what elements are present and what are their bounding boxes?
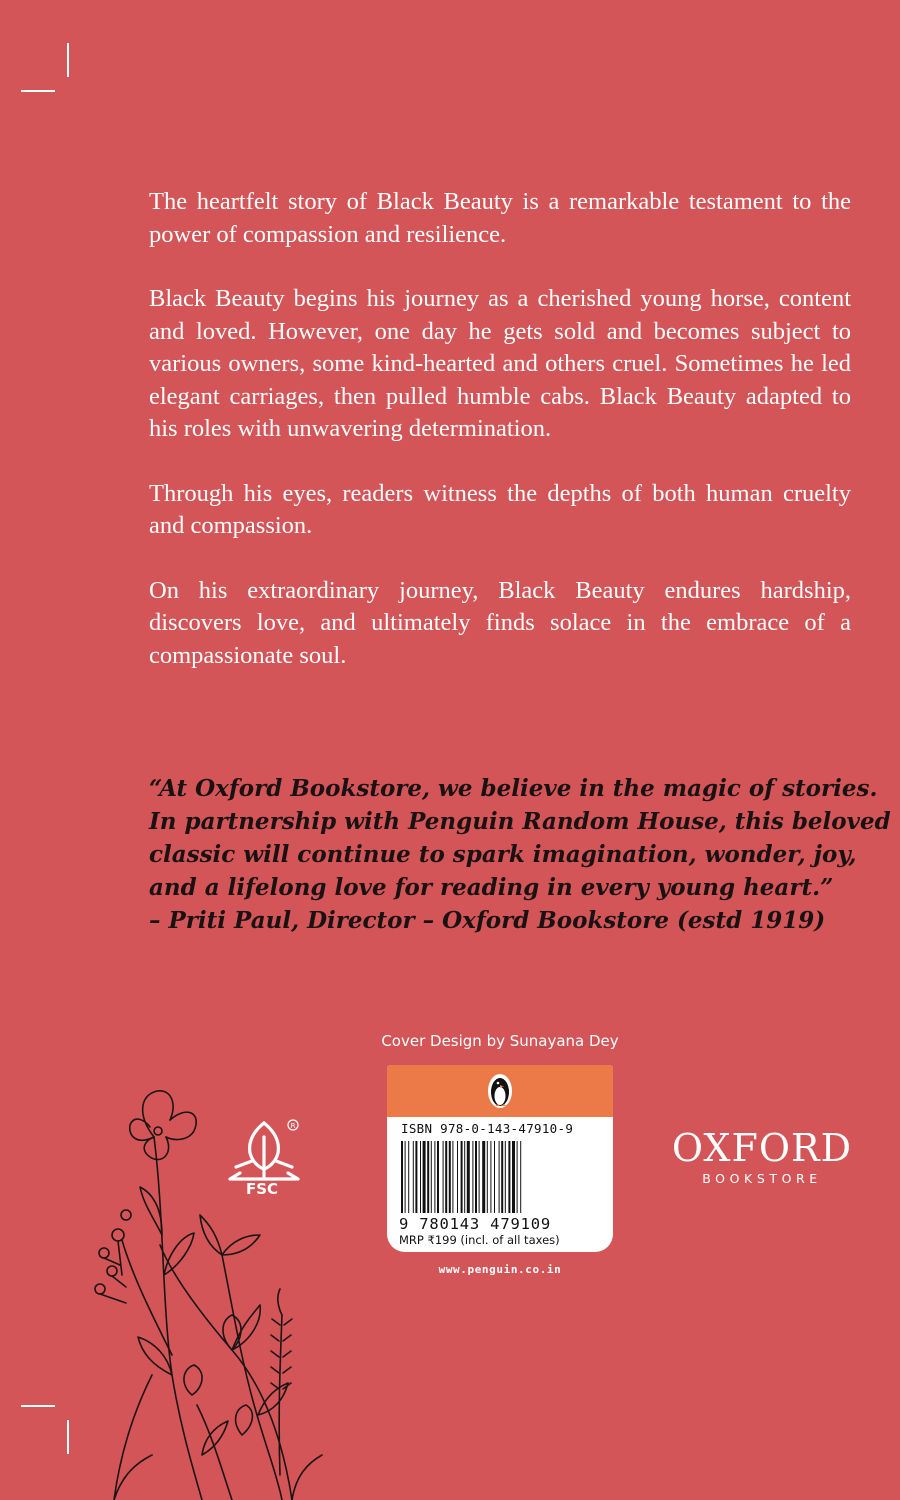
oxford-bookstore-logo bbox=[664, 1127, 860, 1186]
publisher-website: www.penguin.co.in bbox=[438, 1263, 562, 1276]
blurb-paragraph: The heartfelt story of Black Beauty is a remarkable testament to the power of compassion and resilience. bbox=[149, 188, 851, 248]
blurb-text bbox=[149, 186, 851, 704]
blurb-paragraph: Black Beauty begins his journey as a cherished young horse, content and loved. However, one day he gets sold and becomes subject to various owners, some kind-hearted and others cruel. Sometimes he led elegant carriages, then pulled humble cabs. Black Beauty adapted to his roles with unwavering determination. bbox=[149, 285, 851, 442]
quote-line: In partnership with Penguin Random House, this beloved bbox=[149, 808, 891, 835]
crop-mark-top-vertical bbox=[67, 43, 69, 77]
blurb-paragraph: On his extraordinary journey, Black Beauty endures hardship, discovers love, and ultimately finds solace in the embrace of a compassionate soul. bbox=[149, 576, 851, 669]
barcode-icon bbox=[401, 1141, 599, 1213]
price-mrp: MRP ₹199 (incl. of all taxes) bbox=[399, 1233, 560, 1247]
crop-mark-top-horizontal bbox=[21, 90, 55, 92]
penguin-logo-icon bbox=[487, 1073, 513, 1109]
flower-illustration-icon bbox=[82, 1075, 362, 1500]
quote-line: “At Oxford Bookstore, we believe in the magic of stories. bbox=[149, 775, 878, 802]
quote-line: classic will continue to spark imagination, wonder, joy, bbox=[149, 841, 857, 868]
cover-design-credit: Cover Design by Sunayana Dey bbox=[381, 1032, 619, 1050]
barcode-label bbox=[387, 1065, 613, 1252]
crop-mark-bottom-horizontal bbox=[21, 1405, 55, 1407]
barcode-band bbox=[387, 1065, 613, 1117]
crop-mark-bottom-vertical bbox=[67, 1420, 69, 1454]
oxford-logo-sub: BOOKSTORE bbox=[702, 1171, 822, 1186]
oxford-logo-name: OXFORD bbox=[671, 1126, 853, 1170]
svg-text:R: R bbox=[290, 1122, 296, 1130]
quote-line: and a lifelong love for reading in every young heart.” bbox=[149, 874, 834, 901]
quote-attribution: – Priti Paul, Director – Oxford Bookstore (estd 1919) bbox=[149, 907, 826, 934]
fsc-label: FSC bbox=[245, 1180, 279, 1198]
isbn-number: ISBN 978-0-143-47910-9 bbox=[401, 1121, 574, 1136]
barcode-digits: 9 780143 479109 bbox=[399, 1215, 551, 1233]
blurb-paragraph: Through his eyes, readers witness the depths of both human cruelty and compassion. bbox=[149, 479, 851, 539]
endorsement-quote bbox=[149, 772, 891, 937]
